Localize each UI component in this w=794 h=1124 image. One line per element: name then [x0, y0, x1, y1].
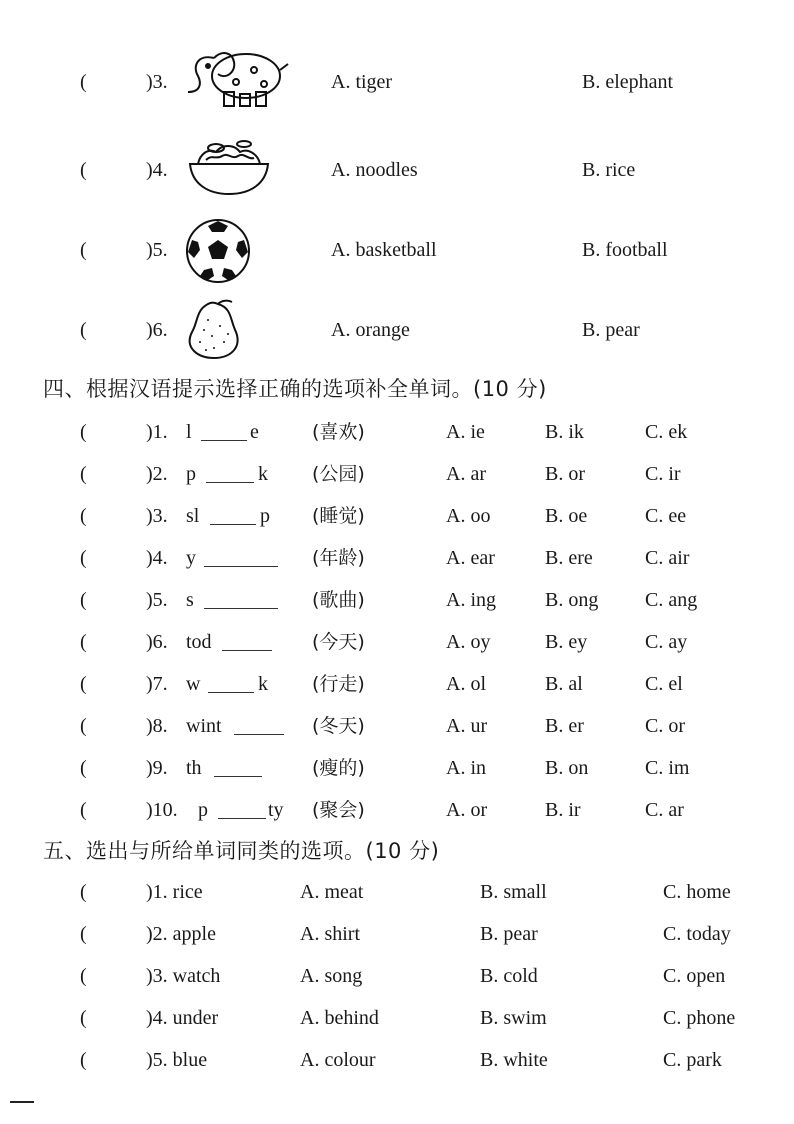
question-number: )3. [146, 71, 168, 93]
answer-paren: ( [80, 923, 87, 945]
question-number: )3. [146, 505, 168, 527]
answer-paren: ( [80, 463, 87, 485]
elephant-icon [178, 40, 290, 112]
answer-paren: ( [80, 757, 87, 779]
answer-paren: ( [80, 159, 87, 181]
answer-paren: ( [80, 1049, 87, 1071]
option-c: C. park [663, 1049, 722, 1071]
option-c: C. phone [663, 1007, 736, 1029]
word-prefix: s [186, 589, 194, 611]
option-b: B. ere [545, 547, 593, 569]
chinese-hint: (瘦的) [312, 757, 365, 779]
option-c: C. ang [645, 589, 698, 611]
word-blank [214, 760, 262, 777]
option-c: C. home [663, 881, 731, 903]
option-b: B. swim [480, 1007, 547, 1029]
question-number: )6. [146, 319, 168, 341]
option-a: A. basketball [331, 239, 437, 261]
question-number: )6. [146, 631, 168, 653]
option-b: B. on [545, 757, 589, 779]
question-number: )5. [146, 589, 168, 611]
option-a: A. ur [446, 715, 488, 737]
question-number: )10. [146, 799, 178, 821]
answer-paren: ( [80, 673, 87, 695]
option-c: C. ek [645, 421, 688, 443]
option-a: A. meat [300, 881, 364, 903]
option-a: A. noodles [331, 159, 418, 181]
word-prefix: p [186, 463, 196, 485]
option-b: B. oe [545, 505, 588, 527]
question-word: )5. blue [146, 1049, 208, 1071]
option-b: B. football [582, 239, 668, 261]
answer-paren: ( [80, 965, 87, 987]
chinese-hint: (年龄) [312, 547, 365, 569]
chinese-hint: (今天) [312, 631, 365, 653]
option-c: C. el [645, 673, 683, 695]
question-word: )3. watch [146, 965, 221, 987]
answer-paren: ( [80, 505, 87, 527]
answer-paren: ( [80, 1007, 87, 1029]
football-icon [184, 218, 252, 284]
question-word: )1. rice [146, 881, 203, 903]
option-a: A. orange [331, 319, 410, 341]
option-a: A. ar [446, 463, 486, 485]
option-b: B. cold [480, 965, 538, 987]
word-blank [204, 592, 278, 609]
option-b: B. pear [582, 319, 640, 341]
word-suffix: k [258, 463, 268, 485]
word-suffix: k [258, 673, 268, 695]
option-a: A. or [446, 799, 488, 821]
word-prefix: p [198, 799, 208, 821]
chinese-hint: (聚会) [312, 799, 365, 821]
option-b: B. ong [545, 589, 599, 611]
option-a: A. ing [446, 589, 496, 611]
word-blank [204, 550, 278, 567]
option-c: C. today [663, 923, 731, 945]
option-c: C. ee [645, 505, 687, 527]
question-number: )5. [146, 239, 168, 261]
answer-paren: ( [80, 71, 87, 93]
answer-paren: ( [80, 589, 87, 611]
option-b: B. ey [545, 631, 588, 653]
word-blank [210, 508, 256, 525]
option-c: C. open [663, 965, 726, 987]
question-number: )8. [146, 715, 168, 737]
word-suffix: e [250, 421, 259, 443]
option-b: B. ik [545, 421, 584, 443]
word-prefix: wint [186, 715, 222, 737]
question-number: )4. [146, 547, 168, 569]
question-number: )9. [146, 757, 168, 779]
chinese-hint: (冬天) [312, 715, 365, 737]
option-a: A. song [300, 965, 363, 987]
word-prefix: w [186, 673, 201, 695]
option-c: C. or [645, 715, 685, 737]
option-c: C. ir [645, 463, 681, 485]
answer-paren: ( [80, 881, 87, 903]
option-a: A. ear [446, 547, 495, 569]
footer-divider [10, 1101, 34, 1103]
pear-icon [184, 296, 244, 360]
answer-paren: ( [80, 239, 87, 261]
word-suffix: ty [268, 799, 284, 821]
question-number: )4. [146, 159, 168, 181]
chinese-hint: (喜欢) [312, 421, 365, 443]
option-a: A. oo [446, 505, 491, 527]
chinese-hint: (歌曲) [312, 589, 365, 611]
word-blank [208, 676, 254, 693]
option-b: B. ir [545, 799, 581, 821]
answer-paren: ( [80, 715, 87, 737]
option-c: C. ar [645, 799, 684, 821]
option-b: B. small [480, 881, 547, 903]
section-4-heading: 四、根据汉语提示选择正确的选项补全单词。(10 分) [43, 377, 547, 401]
option-a: A. ol [446, 673, 486, 695]
word-blank [234, 718, 284, 735]
question-number: )7. [146, 673, 168, 695]
option-c: C. air [645, 547, 690, 569]
chinese-hint: (睡觉) [312, 505, 365, 527]
answer-paren: ( [80, 421, 87, 443]
word-prefix: th [186, 757, 202, 779]
word-prefix: l [186, 421, 192, 443]
noodle-bowl-icon [186, 136, 272, 198]
word-blank [201, 424, 247, 441]
option-a: A. tiger [331, 71, 393, 93]
chinese-hint: (行走) [312, 673, 365, 695]
word-blank [222, 634, 272, 651]
question-number: )1. [146, 421, 168, 443]
option-c: C. im [645, 757, 690, 779]
word-blank [218, 802, 266, 819]
option-b: B. er [545, 715, 584, 737]
word-prefix: tod [186, 631, 212, 653]
option-a: A. shirt [300, 923, 360, 945]
answer-paren: ( [80, 319, 87, 341]
answer-paren: ( [80, 547, 87, 569]
section-5-heading: 五、选出与所给单词同类的选项。(10 分) [43, 839, 440, 863]
option-a: A. ie [446, 421, 485, 443]
option-b: B. white [480, 1049, 548, 1071]
option-b: B. elephant [582, 71, 674, 93]
word-prefix: y [186, 547, 196, 569]
option-a: A. colour [300, 1049, 376, 1071]
question-number: )2. [146, 463, 168, 485]
answer-paren: ( [80, 799, 87, 821]
option-b: B. pear [480, 923, 538, 945]
word-blank [206, 466, 254, 483]
question-word: )4. under [146, 1007, 219, 1029]
word-prefix: sl [186, 505, 200, 527]
option-b: B. or [545, 463, 585, 485]
option-c: C. ay [645, 631, 688, 653]
option-a: A. behind [300, 1007, 379, 1029]
answer-paren: ( [80, 631, 87, 653]
option-b: B. al [545, 673, 583, 695]
option-a: A. oy [446, 631, 491, 653]
question-word: )2. apple [146, 923, 216, 945]
chinese-hint: (公园) [312, 463, 365, 485]
word-suffix: p [260, 505, 270, 527]
option-b: B. rice [582, 159, 636, 181]
option-a: A. in [446, 757, 486, 779]
